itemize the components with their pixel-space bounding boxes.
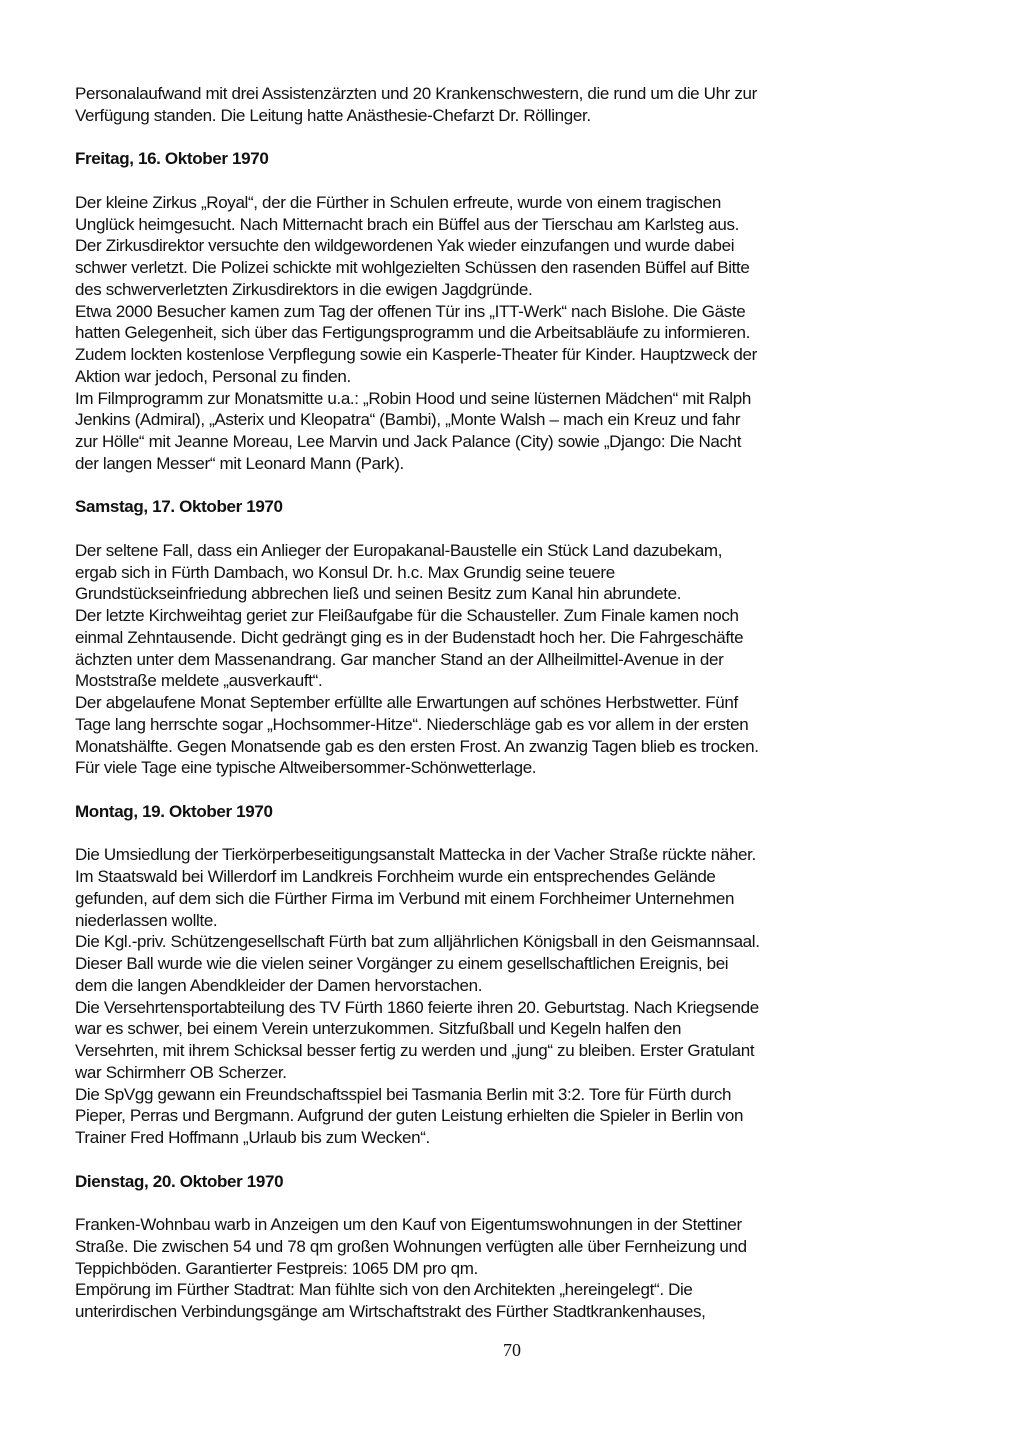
text-line: Dieser Ball wurde wie die vielen seiner Vorgänger zu einem gesellschaftlichen Ereignis, bei	[75, 954, 729, 973]
text-line: Die Versehrtensportabteilung des TV Fürth 1860 feierte ihren 20. Geburtstag. Nach Kriegsende	[75, 997, 759, 1017]
text-line: Versehrten, mit ihrem Schicksal besser fertig zu werden und „jung“ zu bleiben. Erster Gratulant	[75, 1041, 755, 1060]
text-line: dem die langen Abendkleider der Damen hervorstachen.	[75, 975, 483, 995]
text-line: war es schwer, bei einem Verein unterzukommen. Sitzfußball und Kegeln halfen den	[75, 1019, 682, 1039]
text-line: Für viele Tage eine typische Altweibersommer-Schönwetterlage.	[75, 758, 537, 778]
text-line: unterirdischen Verbindungsgänge am Wirtschaftstrakt des Fürther Stadtkrankenhauses,	[75, 1302, 706, 1321]
text-line: Der abgelaufene Monat September erfüllte alle Erwartungen auf schönes Herbstwetter. Fünf	[75, 693, 738, 712]
text-line: Der letzte Kirchweihtag geriet zur Fleißaufgabe für die Schausteller. Zum Finale kamen noch	[75, 606, 739, 625]
text-line: Der Zirkusdirektor versuchte den wildgewordenen Yak wieder einzufangen und wurde dabei	[75, 236, 735, 256]
text-line: Grundstückseinfriedung abbrechen ließ und seinen Besitz zum Kanal hin abrundete.	[75, 584, 682, 604]
text-line: Die SpVgg gewann ein Freundschaftsspiel bei Tasmania Berlin mit 3:2. Tore für Fürth durch	[75, 1084, 732, 1104]
text-line: einmal Zehntausende. Dicht gedrängt ging es in der Budenstadt hoch her. Die Fahrgeschäfte	[75, 627, 744, 647]
blank-line	[75, 475, 895, 497]
text-line: Die Kgl.-priv. Schützengesellschaft Fürth bat zum alljährlichen Königsball in den Geismannsaal.	[75, 932, 760, 952]
text-line: Der kleine Zirkus „Royal“, der die Fürther in Schulen erfreute, wurde von einem tragischen	[75, 192, 721, 212]
text-line: des schwerverletzten Zirkusdirektors in die ewigen Jagdgründe.	[75, 279, 533, 299]
blank-line	[75, 779, 895, 801]
text-line: der langen Messer“ mit Leonard Mann (Park).	[75, 453, 404, 473]
text-line: Im Staatswald bei Willerdorf im Landkreis Forchheim wurde ein entsprechendes Gelände	[75, 867, 716, 886]
text-line: Etwa 2000 Besucher kamen zum Tag der offenen Tür ins „ITT-Werk“ nach Bislohe. Die Gäste	[75, 301, 746, 321]
section-heading: Samstag, 17. Oktober 1970	[75, 497, 283, 517]
text-line: Verfügung standen. Die Leitung hatte Anästhesie-Chefarzt Dr. Röllinger.	[75, 105, 591, 125]
section-heading: Montag, 19. Oktober 1970	[75, 801, 273, 821]
page-number: 70	[503, 1340, 521, 1360]
text-line: Unglück heimgesucht. Nach Mitternacht brach ein Büffel aus der Tierschau am Karlsteg aus.	[75, 214, 739, 234]
text-line: Jenkins (Admiral), „Asterix und Kleopatra“ (Bambi), „Monte Walsh – mach ein Kreuz und fahr	[75, 410, 741, 430]
text-line: schwer verletzt. Die Polizei schickte mit wohlgezielten Schüssen den rasenden Büffel auf Bitte	[75, 258, 750, 277]
text-line: Trainer Fred Hoffmann „Urlaub bis zum Wecken“.	[75, 1128, 430, 1147]
text-line: Im Filmprogramm zur Monatsmitte u.a.: „Robin Hood und seine lüsternen Mädchen“ mit Ralph	[75, 388, 751, 408]
text-line: Tage lang herrschte sogar „Hochsommer-Hitze“. Niederschläge gab es vor allem in der ersten	[75, 714, 749, 734]
text-line: hatten Gelegenheit, sich über das Fertigungsprogramm und die Arbeitsabläufe zu informieren.	[75, 323, 751, 343]
section-heading: Freitag, 16. Oktober 1970	[75, 149, 269, 169]
blank-line	[75, 1192, 895, 1214]
document-body	[75, 83, 895, 1323]
text-line: Zudem lockten kostenlose Verpflegung sowie ein Kasperle-Theater für Kinder. Hauptzweck der	[75, 345, 757, 364]
blank-line	[75, 170, 895, 192]
text-line: zur Hölle“ mit Jeanne Moreau, Lee Marvin und Jack Palance (City) sowie „Django: Die Nacht	[75, 432, 742, 451]
text-line: Empörung im Fürther Stadtrat: Man fühlte sich von den Architekten „hereingelegt“. Die	[75, 1280, 693, 1300]
text-line: Aktion war jedoch, Personal zu finden.	[75, 366, 351, 386]
text-line: Pieper, Perras und Bergmann. Aufgrund der guten Leistung erhielten die Spieler in Berlin von	[75, 1106, 744, 1126]
text-line: Moststraße meldete „ausverkauft“.	[75, 671, 323, 691]
blank-line	[75, 823, 895, 845]
text-line: Die Umsiedlung der Tierkörperbeseitigungsanstalt Mattecka in der Vacher Straße rückte näher.	[75, 845, 756, 865]
blank-line	[75, 127, 895, 149]
text-line: Personalaufwand mit drei Assistenzärzten und 20 Krankenschwestern, die rund um die Uhr zur	[75, 84, 757, 103]
blank-line	[75, 1149, 895, 1171]
text-line: Straße. Die zwischen 54 und 78 qm großen Wohnungen verfügten alle über Fernheizung und	[75, 1236, 747, 1256]
text-line: Der seltene Fall, dass ein Anlieger der Europakanal-Baustelle ein Stück Land dazubekam,	[75, 540, 723, 560]
text-line: gefunden, auf dem sich die Fürther Firma im Verbund mit einem Forchheimer Unternehmen	[75, 888, 735, 908]
text-line: Teppichböden. Garantierter Festpreis: 1065 DM pro qm.	[75, 1258, 478, 1278]
text-line: war Schirmherr OB Scherzer.	[75, 1062, 287, 1082]
section-heading: Dienstag, 20. Oktober 1970	[75, 1171, 284, 1191]
blank-line	[75, 518, 895, 540]
text-line: Monatshälfte. Gegen Monatsende gab es den ersten Frost. An zwanzig Tagen blieb es trocken.	[75, 736, 759, 756]
text-line: niederlassen wollte.	[75, 910, 218, 930]
text-line: ächzten unter dem Massenandrang. Gar mancher Stand an der Allheilmittel-Avenue in der	[75, 649, 724, 669]
text-line: ergab sich in Fürth Dambach, wo Konsul Dr. h.c. Max Grundig seine teuere	[75, 562, 615, 582]
text-line: Franken-Wohnbau warb in Anzeigen um den Kauf von Eigentumswohnungen in der Stettiner	[75, 1215, 742, 1234]
